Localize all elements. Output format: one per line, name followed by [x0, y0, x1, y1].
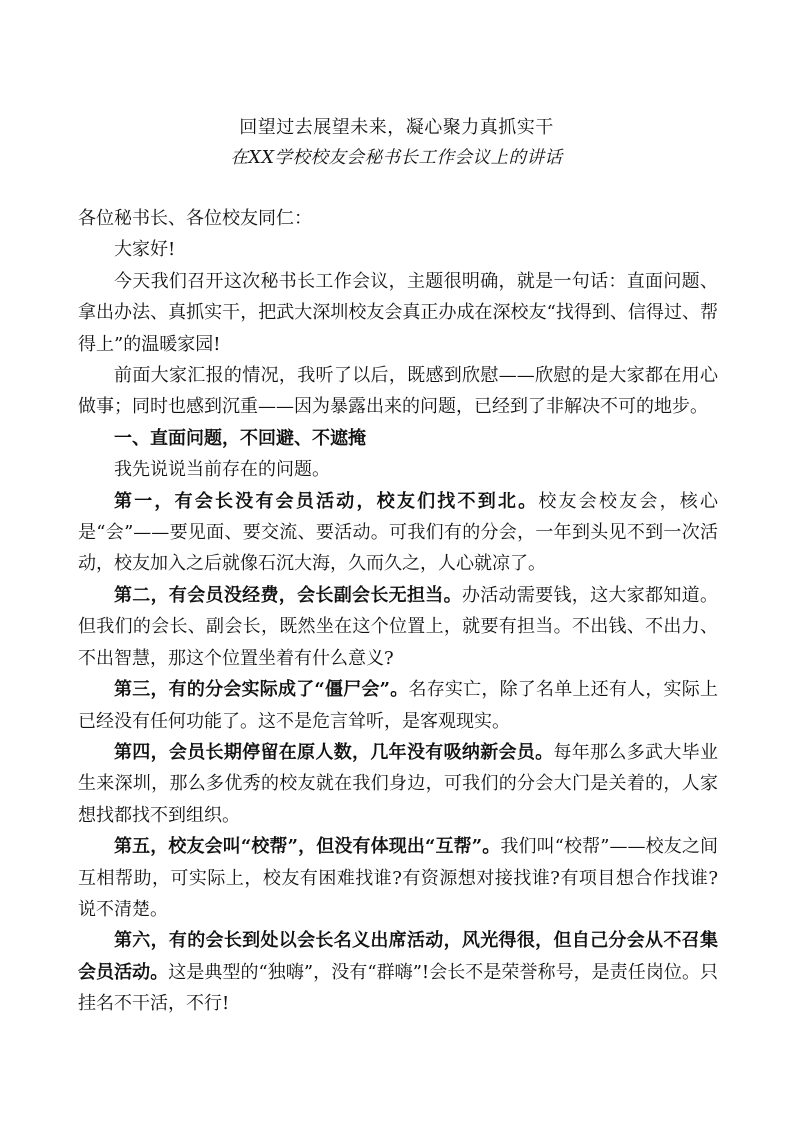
point-lead: 第六，有的会长到处以会长名义出席活动，风光得很，但自己分会从不召集会员活动。	[78, 930, 718, 983]
point-text: 办活动需要钱，这大家都知道。但我们的会长、副会长，既然坐在这个位置上，就要有担当。不出钱、不出力、不出智慧，那这个位置坐着有什么意义?	[78, 584, 718, 669]
document-body	[78, 203, 718, 1020]
point-text: 每年那么多武大毕业生来深圳，那么多优秀的校友就在我们身边，可我们的分会大门是关着的，人家想找都找不到组织。	[78, 741, 718, 826]
point-paragraph-3	[78, 674, 718, 737]
point-text: 校友会校友会，核心是“会”——要见面、要交流、要活动。可我们有的分会，一年到头见不到一次活动，校友加入之后就像石沉大海，久而久之，人心就凉了。	[78, 490, 718, 575]
point-lead: 第四，会员长期停留在原人数，几年没有吸纳新会员。	[114, 741, 554, 763]
point-paragraph-6	[78, 925, 718, 1019]
point-text: 名存实亡，除了名单上还有人，实际上已经没有任何功能了。这不是危言耸听，是客观现实。	[78, 679, 718, 732]
salutation: 各位秘书长、各位校友同仁：	[78, 208, 312, 229]
document-subtitle: 在XX学校校友会秘书长工作会议上的讲话	[230, 148, 563, 168]
point-paragraph-1	[78, 486, 718, 580]
greeting: 大家好!	[114, 239, 176, 261]
point-lead: 第三，有的分会实际成了“僵尸会”。	[114, 679, 409, 701]
point-text: 这是典型的“独嗨”，没有“群嗨”!会长不是荣誉称号，是责任岗位。只挂名不干活，不行!	[78, 961, 719, 1015]
document-title: 回望过去展望未来，凝心聚力真抓实干	[239, 117, 554, 138]
section-intro: 我先说说当前存在的问题。	[114, 459, 330, 481]
point-paragraph-2	[78, 580, 718, 674]
point-lead: 第一，有会长没有会员活动，校友们找不到北。	[114, 490, 539, 512]
intro-paragraph-2: 前面大家汇报的情况，我听了以后，既感到欣慰——欣慰的是大家都在用心做事；同时也感到沉重——因为暴露出来的问题，已经到了非解决不可的地步。	[78, 365, 718, 418]
point-paragraph-5	[78, 831, 718, 925]
point-lead: 第二，有会员没经费，会长副会长无担当。	[114, 584, 462, 606]
point-text: 我们叫“校帮”——校友之间互相帮助，可实际上，校友有困难找谁?有资源想对接找谁?有项目想合作找谁?说不清楚。	[78, 836, 718, 920]
intro-paragraph-1: 今天我们召开这次秘书长工作会议，主题很明确，就是一句话：直面问题、拿出办法、真抓实干，把武大深圳校友会真正办成在深校友“找得到、信得过、帮得上”的温暖家园!	[78, 270, 718, 355]
point-paragraph-4	[78, 737, 718, 831]
point-lead: 第五，校友会叫“校帮”，但没有体现出“互帮”。	[114, 836, 501, 858]
section-heading-1: 一、直面问题，不回避、不遮掩	[114, 427, 366, 449]
